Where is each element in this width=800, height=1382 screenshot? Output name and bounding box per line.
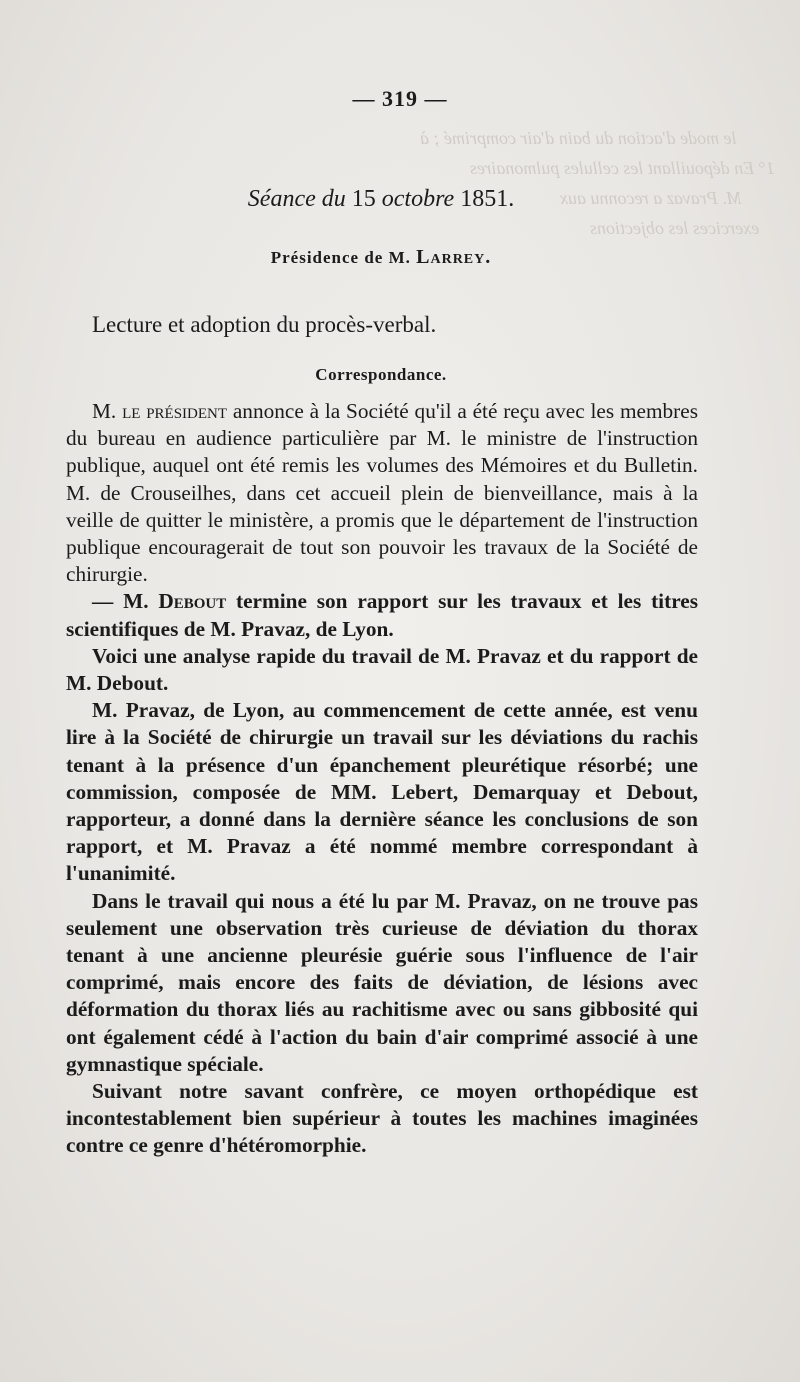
paragraph-text: annonce à la Société qu'il a été reçu avec les membres du bureau en audience particulière par M. le ministre de l'instruction publique, auquel ont été remis les volumes des Mémoires et du Bulletin. M. de Crouseilhes, dans cet accueil plein de bienveillance, mais à la veille de quitter le ministère, a promis que le département de l'instruction publique encouragerait de tout son pouvoir les travaux de la Société de chirurgie. <box>66 399 699 587</box>
session-year: 1851. <box>460 186 515 212</box>
lecture-line: Lecture et adoption du procès-verbal. <box>92 312 437 337</box>
bleed-through-text: 1° En dépouillant les cellules pulmonaires <box>470 158 775 178</box>
session-prefix: Séance du <box>247 186 352 212</box>
bleed-through-text: exercices les objections <box>590 218 760 238</box>
paragraph: Dans le travail qui nous a été lu par M. Pravaz, on ne trouve pas seulement une observation très curieuse de déviation du thorax tenant à une ancienne pleurésie guérie sous l'influence de l'air comprimé, mais encore des faits de déviation, de lésions avec déformation du thorax liés au rachitisme avec ou sans gibbosité qui ont également cédé à l'action du bain d'air comprimé associé à une gymnastique spéciale. <box>66 888 698 1076</box>
bleed-through-text: le mode d'action du bain d'air comprimé ; à <box>420 128 737 148</box>
section-heading-correspondance: Correspondance. <box>315 365 447 384</box>
body-text <box>66 398 698 1160</box>
paragraph: M. Pravaz, de Lyon, au commencement de cette année, est venu lire à la Société de chirurgie un travail sur les déviations du rachis tenant à la présence d'un épanchement pleurétique résorbé; une commission, composée de MM. Lebert, Demarquay et Debout, rapporteur, a donné dans la dernière séance les conclusions de son rapport, et M. Pravaz a été nommé membre correspondant à l'unanimité. <box>66 698 698 886</box>
paragraph: Suivant notre savant confrère, ce moyen orthopédique est incontestablement bien supérieur à toutes les machines imaginées contre ce genre d'hétéromorphie. <box>66 1079 698 1158</box>
speaker-name: M. le président <box>92 399 228 423</box>
president-name: Larrey. <box>416 246 492 268</box>
paragraph-prefix: — M. <box>92 589 159 614</box>
paragraph <box>66 588 698 642</box>
paragraph <box>66 398 698 588</box>
paragraph-text: termine son rapport sur les travaux et les titres scientifiques de M. Pravaz, de Lyon. <box>66 589 698 641</box>
page-number: — 319 — <box>352 86 448 111</box>
presidence-heading <box>0 246 762 269</box>
paragraph: Voici une analyse rapide du travail de M. Pravaz et du rapport de M. Debout. <box>66 643 698 696</box>
session-month: octobre <box>375 186 461 212</box>
presidence-label: Présidence de M. <box>270 248 417 267</box>
bleed-through-text: M. Pravaz a reconnu aux <box>560 188 742 208</box>
session-heading <box>0 186 762 213</box>
session-day: 15 <box>351 186 376 212</box>
speaker-name: Debout <box>158 589 227 614</box>
